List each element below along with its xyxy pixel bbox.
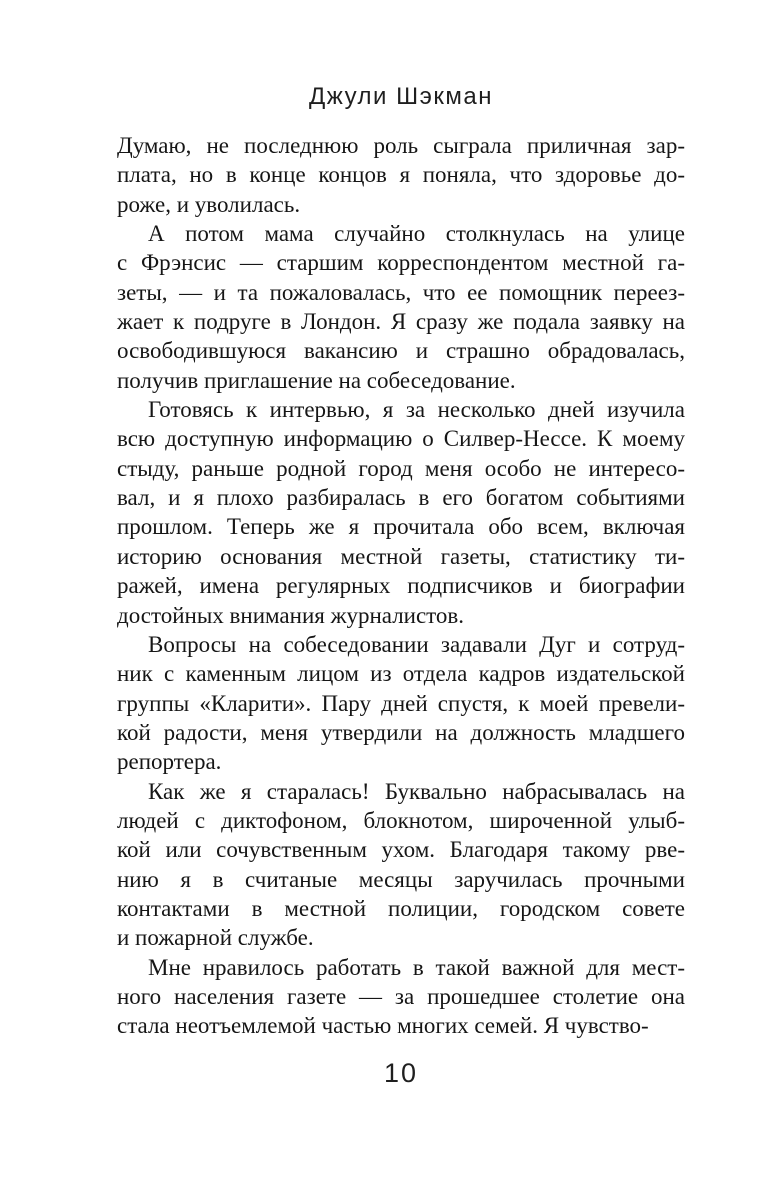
text-line: получив приглашение на собеседование. (117, 367, 516, 393)
paragraph (117, 953, 685, 1041)
text-line: зеты, — и та пожаловалась, что ее помощник переез- (117, 279, 685, 305)
text-line: достойных внимания журналистов. (117, 602, 465, 628)
text-line: ражей, имена регулярных подписчиков и биографии (117, 573, 685, 599)
paragraph (117, 630, 685, 777)
page-number: 10 (383, 1058, 419, 1088)
text-line: освободившуюся вакансию и страшно обрадовалась, (117, 338, 685, 364)
text-line: кой радости, меня утвердили на должность младшего (117, 719, 685, 745)
text-line: группы «Кларити». Пару дней спустя, к моей превели- (117, 690, 685, 716)
text-line: репортера. (117, 749, 222, 775)
text-line: вал, и я плохо разбиралась в его богатом событиями (117, 485, 685, 511)
text-line: Готовясь к интервью, я за несколько дней изучила (148, 397, 685, 423)
text-line: ник с каменным лицом из отдела кадров издательской (117, 661, 685, 687)
text-line: жает к подруге в Лондон. Я сразу же подала заявку на (117, 309, 685, 335)
paragraph (117, 395, 685, 630)
text-line: контактами в местной полиции, городском совете (117, 895, 685, 921)
text-line: и пожарной службе. (117, 925, 314, 951)
text-line: Мне нравилось работать в такой важной для мест- (148, 954, 685, 980)
paragraph (117, 777, 685, 953)
text-line: Думаю, не последнюю роль сыграла приличная зар- (117, 133, 685, 158)
text-line: роже, и уволилась. (117, 191, 301, 217)
text-line: ного населения газете — за прошедшее столетие она (117, 983, 685, 1009)
text-line: нию я в считаные месяцы заручилась прочными (117, 866, 685, 892)
text-line: историю основания местной газеты, статистику ти- (117, 543, 685, 569)
text-line: плата, но в конце концов я поняла, что здоровье до- (117, 162, 685, 188)
text-line: Как же я старалась! Буквально набрасывалась на (148, 778, 685, 804)
text-line: прошлом. Теперь же я прочитала обо всем, включая (117, 514, 685, 540)
text-line: А потом мама случайно столкнулась на улице (148, 221, 685, 247)
text-line: кой или сочувственным ухом. Благодаря такому рве- (117, 837, 685, 863)
page-body (117, 131, 685, 1041)
paragraph (117, 219, 685, 395)
text-line: с Фрэнсис — старшим корреспондентом местной га- (117, 250, 685, 276)
running-header-author: Джули Шэкман (309, 83, 493, 110)
text-line: стала неотъемлемой частью многих семей. Я чувство- (117, 1013, 649, 1039)
paragraph (117, 131, 685, 219)
text-line: людей с диктофоном, блокнотом, широченной улыб- (117, 807, 685, 833)
text-line: всю доступную информацию о Силвер-Нессе. К моему (117, 426, 685, 452)
text-line: стыду, раньше родной город меня особо не интересо- (117, 455, 685, 481)
text-line: Вопросы на собеседовании задавали Дуг и сотруд- (148, 631, 685, 657)
